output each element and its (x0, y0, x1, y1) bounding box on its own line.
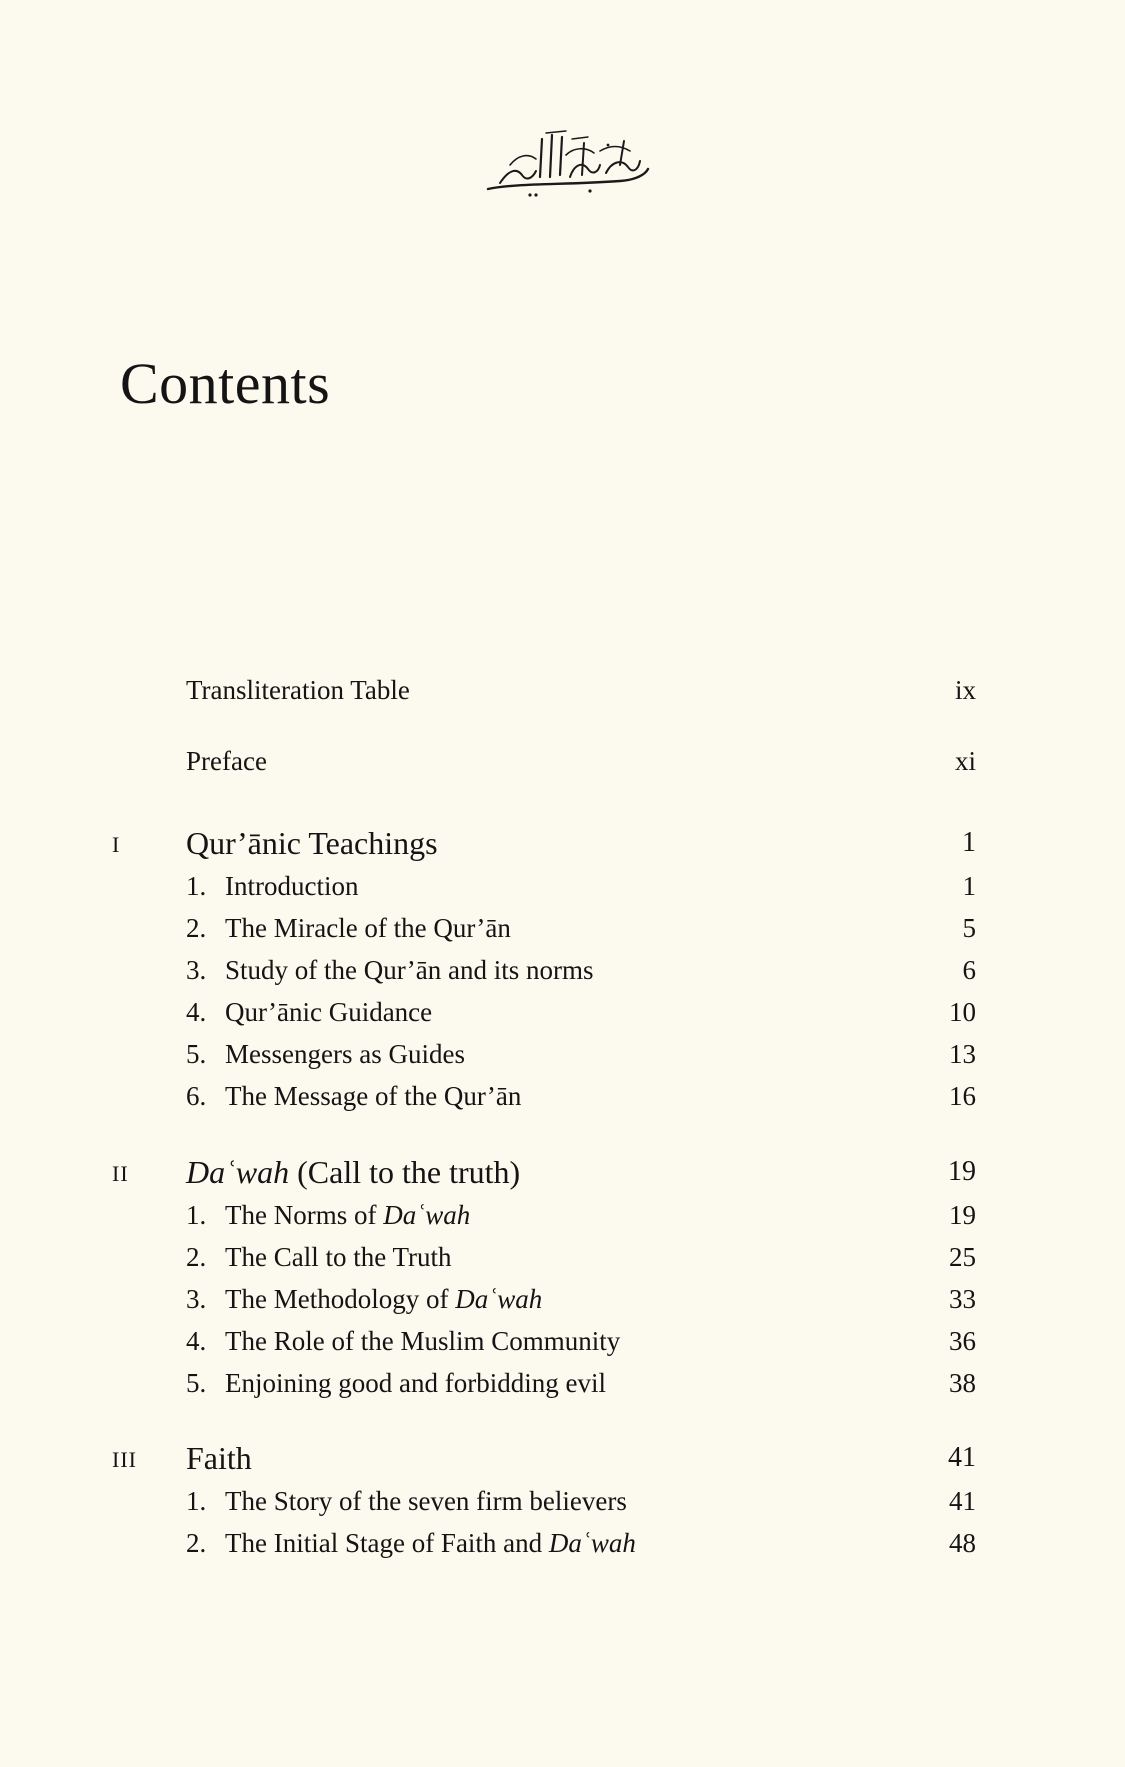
text-run: The Initial Stage of Faith and (225, 1528, 549, 1558)
text-run: The Story of the seven firm believers (225, 1486, 627, 1516)
chapter-title (186, 821, 438, 865)
section-title (225, 1033, 465, 1075)
section-list (0, 1480, 1125, 1564)
section-title (225, 865, 358, 907)
section-number: 2. (186, 1242, 207, 1272)
italic-term: Daʿwah (383, 1200, 471, 1230)
text-run: Study of the Qur’ān and its norms (225, 955, 594, 985)
toc-entry-transliteration-table[interactable] (186, 673, 976, 707)
italic-term: Daʿwah (186, 1154, 290, 1190)
text-run: Faith (186, 1440, 252, 1476)
text-run: Qur’ānic Guidance (225, 997, 433, 1027)
toc-section-row[interactable] (0, 1033, 1125, 1075)
chapter-heading[interactable] (0, 1150, 1125, 1194)
section-list (0, 865, 1125, 1117)
toc-section-row[interactable] (0, 1522, 1125, 1564)
text-run: The Norms of (225, 1200, 384, 1230)
section-number: 3. (186, 955, 207, 985)
text-run: Qur’ānic Teachings (186, 825, 438, 861)
toc-section-row[interactable] (0, 949, 1125, 991)
chapter-3 (0, 1436, 1125, 1564)
section-number: 5. (186, 1368, 207, 1398)
section-title (225, 1194, 470, 1236)
section-title (225, 1522, 636, 1564)
section-list (0, 1194, 1125, 1404)
text-run: The Call to the Truth (225, 1242, 452, 1272)
section-number: 4. (186, 1326, 207, 1356)
section-page: 25 (949, 1242, 976, 1272)
toc-section-row[interactable] (0, 1075, 1125, 1117)
section-title (225, 1362, 606, 1404)
chapter-title (186, 1436, 252, 1480)
text-run: Enjoining good and forbidding evil (225, 1368, 606, 1398)
section-number: 1. (186, 871, 207, 901)
section-page: 1 (962, 871, 976, 901)
section-title (225, 1320, 620, 1362)
section-page: 48 (949, 1528, 976, 1558)
text-run: Messengers as Guides (225, 1039, 465, 1069)
text-run: The Role of the Muslim Community (225, 1326, 621, 1356)
chapter-number: III (112, 1447, 137, 1472)
section-number: 2. (186, 913, 207, 943)
toc-section-row[interactable] (0, 1236, 1125, 1278)
text-run: Introduction (225, 871, 359, 901)
section-title (225, 1278, 542, 1320)
toc-section-row[interactable] (0, 991, 1125, 1033)
toc-section-row[interactable] (0, 1362, 1125, 1404)
toc-section-row[interactable] (0, 1194, 1125, 1236)
section-title (225, 1236, 452, 1278)
toc-section-row[interactable] (0, 1278, 1125, 1320)
chapter-number: I (112, 832, 121, 857)
section-page: 33 (949, 1284, 976, 1314)
page-title: Contents (120, 351, 331, 416)
chapter-1 (0, 821, 1125, 1117)
italic-term: Daʿwah (455, 1284, 543, 1314)
section-title (225, 1075, 521, 1117)
toc-entry-preface[interactable] (186, 744, 976, 778)
section-title (225, 907, 511, 949)
chapter-heading[interactable] (0, 1436, 1125, 1480)
text-run: The Methodology of (225, 1284, 456, 1314)
section-title (225, 949, 593, 991)
text-run: (Call to the truth) (289, 1154, 521, 1190)
section-number: 4. (186, 997, 207, 1027)
italic-term: Daʿwah (548, 1528, 636, 1558)
chapter-number: II (112, 1161, 129, 1186)
toc-entry-label: Transliteration Table (186, 675, 410, 705)
section-number: 1. (186, 1486, 207, 1516)
chapter-title (186, 1150, 520, 1194)
toc-section-row[interactable] (0, 865, 1125, 907)
section-title (225, 991, 432, 1033)
section-number: 3. (186, 1284, 207, 1314)
section-number: 5. (186, 1039, 207, 1069)
section-page: 16 (949, 1081, 976, 1111)
section-number: 1. (186, 1200, 207, 1230)
section-number: 6. (186, 1081, 207, 1111)
toc-entry-page: ix (954, 675, 976, 705)
basmala-calligraphy-icon (470, 125, 660, 205)
section-page: 13 (949, 1039, 976, 1069)
toc-entry-label: Preface (186, 746, 267, 776)
toc-section-row[interactable] (0, 1480, 1125, 1522)
chapter-heading[interactable] (0, 821, 1125, 865)
section-page: 10 (949, 997, 976, 1027)
chapter-page: 19 (948, 1156, 976, 1187)
text-run: The Miracle of the Qur’ān (225, 913, 511, 943)
chapter-page: 41 (948, 1442, 976, 1473)
section-page: 5 (962, 913, 976, 943)
toc-section-row[interactable] (0, 907, 1125, 949)
section-page: 38 (949, 1368, 976, 1398)
section-number: 2. (186, 1528, 207, 1558)
section-page: 41 (949, 1486, 976, 1516)
toc-section-row[interactable] (0, 1320, 1125, 1362)
section-page: 36 (949, 1326, 976, 1356)
section-page: 6 (962, 955, 976, 985)
section-title (225, 1480, 627, 1522)
chapter-2 (0, 1150, 1125, 1404)
section-page: 19 (949, 1200, 976, 1230)
toc-entry-page: xi (954, 746, 976, 776)
text-run: The Message of the Qur’ān (225, 1081, 522, 1111)
chapter-page: 1 (962, 827, 976, 858)
